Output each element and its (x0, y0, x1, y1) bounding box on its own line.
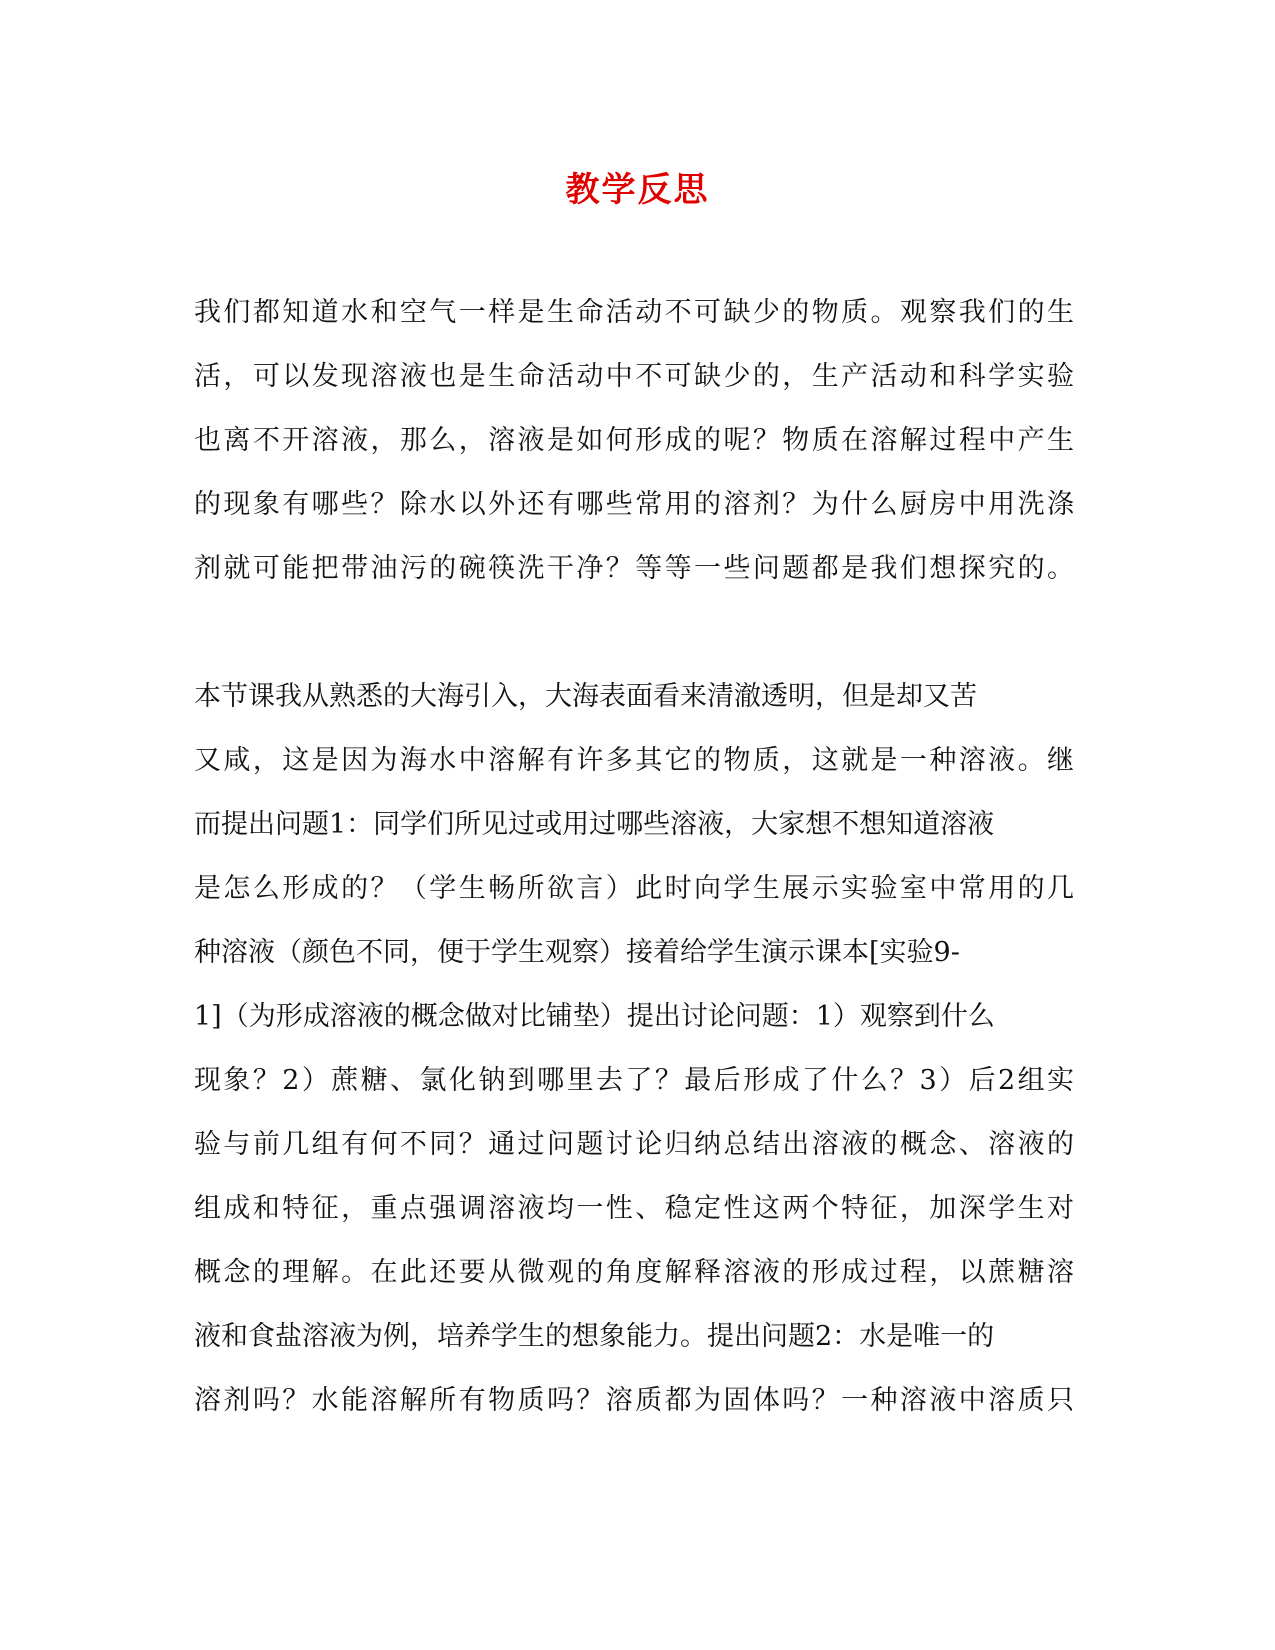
text-line: 本节课我从熟悉的大海引入，大海表面看来清澈透明，但是却又苦 (194, 681, 977, 712)
document-title: 教学反思 (565, 170, 710, 210)
text-line: 溶剂吗？水能溶解所有物质吗？溶质都为固体吗？一种溶液中溶质只 (194, 1385, 1074, 1416)
text-line: 液和食盐溶液为例，培养学生的想象能力。提出问题2：水是唯一的 (194, 1321, 995, 1352)
text-line: 概念的理解。在此还要从微观的角度解释溶液的形成过程，以蔗糖溶 (194, 1257, 1074, 1288)
paragraph-intro (194, 281, 1074, 601)
text-line: 而提出问题1：同学们所见过或用过哪些溶液，大家想不想知道溶液 (194, 809, 995, 840)
text-line: 验与前几组有何不同？通过问题讨论归纳总结出溶液的概念、溶液的 (194, 1129, 1074, 1160)
text-line: 也离不开溶液，那么，溶液是如何形成的呢？物质在溶解过程中产生 (194, 425, 1074, 456)
text-line: 我们都知道水和空气一样是生命活动不可缺少的物质。观察我们的生 (194, 297, 1074, 328)
text-line: 又咸，这是因为海水中溶解有许多其它的物质，这就是一种溶液。继 (194, 745, 1074, 776)
text-line: 的现象有哪些？除水以外还有哪些常用的溶剂？为什么厨房中用洗涤 (194, 489, 1074, 520)
text-line: 活，可以发现溶液也是生命活动中不可缺少的，生产活动和科学实验 (194, 361, 1074, 392)
text-line: 剂就可能把带油污的碗筷洗干净？等等一些问题都是我们想探究的。 (194, 553, 1074, 584)
text-line: 1]（为形成溶液的概念做对比铺垫）提出讨论问题：1）观察到什么 (194, 1001, 995, 1032)
text-line: 现象？2）蔗糖、氯化钠到哪里去了？最后形成了什么？3）后2组实 (194, 1065, 1074, 1096)
text-line: 种溶液（颜色不同，便于学生观察）接着给学生演示课本[实验9- (194, 937, 960, 968)
paragraph-lesson (194, 665, 1074, 1433)
text-line: 是怎么形成的？（学生畅所欲言）此时向学生展示实验室中常用的几 (194, 873, 1074, 904)
text-line: 组成和特征，重点强调溶液均一性、稳定性这两个特征，加深学生对 (194, 1193, 1074, 1224)
